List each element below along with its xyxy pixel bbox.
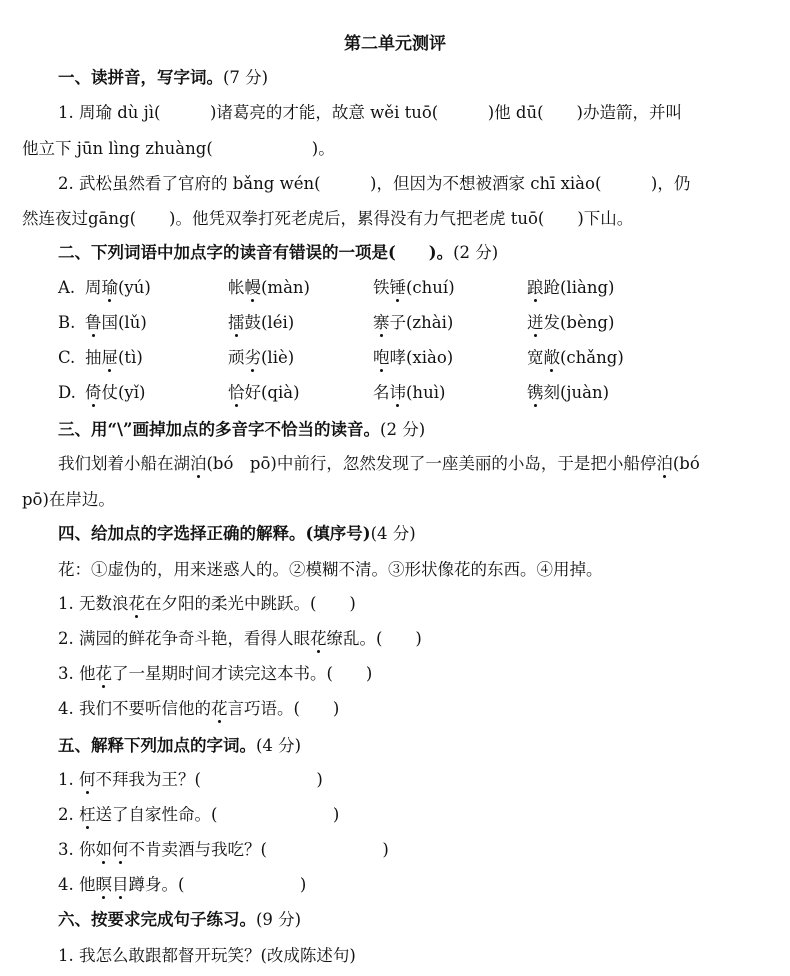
section-1-heading	[58, 68, 268, 88]
option-word	[373, 348, 453, 368]
section-1-line-3: 2. 武松虽然看了官府的 bǎng wén( )，但因为不想被酒家 chī xiào( )，仍	[58, 174, 691, 193]
section-4-heading	[58, 524, 416, 544]
section-3-score: (2 分)	[380, 420, 426, 439]
section-1-line-1: 1. 周瑜 dù jì( )诸葛亮的才能，故意 wěi tuō( )他 dū( )办造箭，并叫	[58, 103, 682, 122]
dotted-char: 花	[128, 594, 145, 613]
text-fragment: 发(bèng)	[543, 313, 615, 332]
dotted-char: 瑜	[101, 278, 118, 297]
dotted-char: 寨	[373, 313, 390, 332]
text-fragment: 我们划着小船在湖	[58, 454, 190, 473]
text-fragment: 宽	[527, 348, 544, 367]
text-fragment: 缭乱。( )	[326, 629, 422, 648]
page-title: 第二单元测评	[344, 34, 446, 54]
text-fragment: (bó	[672, 454, 700, 473]
option-letter: C.	[58, 348, 76, 367]
option-word	[85, 278, 151, 298]
text-fragment: 蹲身。( )	[128, 875, 307, 894]
option-word	[228, 313, 294, 333]
text-fragment: (màn)	[261, 278, 310, 297]
section-6-title: 六、按要求完成句子练习。	[58, 910, 256, 929]
dotted-char: 鲁	[85, 313, 102, 332]
dotted-char: 咆	[373, 348, 390, 367]
text-fragment: (liè)	[261, 348, 295, 367]
text-fragment: (bó pō)中前行，忽然发现了一座美丽的小岛，于是把小船停	[206, 454, 657, 473]
text-fragment: 跄(liàng)	[543, 278, 615, 297]
text-fragment: 哮(xiào)	[389, 348, 454, 367]
section-2-heading	[58, 243, 498, 263]
section-3-line-2: pō)在岸边。	[22, 490, 115, 509]
question-item	[58, 840, 389, 860]
section-5-heading	[58, 736, 301, 756]
section-6-line-1: 1. 我怎么敢跟都督开玩笑？(改成陈述句)	[58, 946, 356, 965]
text-fragment: 周	[85, 278, 102, 297]
text-fragment: 4. 我们不要听信他的	[58, 699, 211, 718]
section-6-heading	[58, 910, 301, 930]
text-fragment: 2.	[58, 805, 79, 824]
dotted-char: 幔	[244, 278, 261, 297]
question-item	[58, 770, 323, 790]
option-word	[373, 313, 453, 333]
option-word	[228, 278, 310, 298]
section-5-title: 五、解释下列加点的字词。	[58, 736, 256, 755]
text-fragment: 不肯卖酒与我吃？( )	[128, 840, 389, 859]
section-1-score: (7 分)	[223, 68, 269, 87]
dotted-char: 敞	[543, 348, 560, 367]
dotted-char: 镌	[527, 383, 544, 402]
text-fragment: 在夕阳的柔光中跳跃。( )	[145, 594, 356, 613]
text-fragment: (chǎng)	[560, 348, 624, 367]
text-fragment: 4. 他	[58, 875, 96, 894]
text-fragment: (huì)	[406, 383, 446, 402]
question-item	[58, 664, 372, 684]
dotted-char: 目	[112, 875, 129, 894]
dotted-char: 劣	[244, 348, 261, 367]
text-fragment: 铁	[373, 278, 390, 297]
option-letter: B.	[58, 313, 76, 332]
dotted-char: 花	[95, 664, 112, 683]
text-fragment: 送了自家性命。( )	[95, 805, 340, 824]
section-4-score: (4 分)	[370, 524, 416, 543]
option-word	[85, 383, 145, 403]
text-fragment: (tì)	[118, 348, 143, 367]
text-fragment: (yú)	[118, 278, 151, 297]
section-1-line-2: 他立下 jūn lìng zhuàng( )。	[22, 139, 335, 158]
text-fragment: 刻(juàn)	[543, 383, 610, 402]
text-fragment: (chuí)	[406, 278, 455, 297]
text-fragment: 帐	[228, 278, 245, 297]
section-3-line-1	[58, 454, 700, 474]
dotted-char: 屉	[101, 348, 118, 367]
text-fragment: 1.	[58, 770, 79, 789]
section-6-score: (9 分)	[256, 910, 302, 929]
option-word	[85, 348, 143, 368]
text-fragment: 好(qià)	[244, 383, 300, 402]
dotted-char: 泊	[190, 454, 207, 473]
dotted-char: 如	[95, 840, 112, 859]
dotted-char: 擂	[228, 313, 245, 332]
dotted-char: 瞑	[95, 875, 112, 894]
option-word	[228, 383, 300, 403]
section-3-title: 三、用“\”画掉加点的多音字不恰当的读音。	[58, 420, 381, 439]
option-word	[527, 348, 624, 368]
dotted-char: 何	[79, 770, 96, 789]
option-word	[373, 278, 455, 298]
dotted-char: 泊	[656, 454, 673, 473]
question-item	[58, 629, 422, 649]
option-letter: D.	[58, 383, 76, 402]
dotted-char: 锤	[389, 278, 406, 297]
text-fragment: 3. 你	[58, 840, 96, 859]
text-fragment: 不拜我为王？( )	[95, 770, 323, 789]
dotted-char: 恰	[228, 383, 245, 402]
dotted-char: 迸	[527, 313, 544, 332]
dotted-char: 踉	[527, 278, 544, 297]
text-fragment: 子(zhài)	[389, 313, 454, 332]
option-word	[527, 383, 609, 403]
text-fragment: 言巧语。( )	[227, 699, 340, 718]
section-1-title: 一、读拼音，写字词。	[58, 68, 223, 87]
question-item	[58, 805, 339, 825]
option-word	[527, 278, 614, 298]
section-3-heading	[58, 420, 425, 440]
text-fragment: 3. 他	[58, 664, 96, 683]
section-5-score: (4 分)	[256, 736, 302, 755]
question-item	[58, 875, 306, 895]
dotted-char: 花	[310, 629, 327, 648]
text-fragment: 1. 无数浪	[58, 594, 129, 613]
option-word	[228, 348, 294, 368]
question-item	[58, 594, 356, 614]
text-fragment: 国(lǔ)	[101, 313, 147, 332]
option-word	[85, 313, 147, 333]
dotted-char: 倚	[85, 383, 102, 402]
text-fragment: 2. 满园的鲜花争奇斗艳，看得人眼	[58, 629, 310, 648]
dotted-char: 枉	[79, 805, 96, 824]
option-letter: A.	[58, 278, 76, 297]
text-fragment: 顽	[228, 348, 245, 367]
option-word	[373, 383, 445, 403]
section-2-score: (2 分)	[453, 243, 499, 262]
text-fragment: 名	[373, 383, 390, 402]
text-fragment: 鼓(léi)	[244, 313, 295, 332]
dotted-char: 讳	[389, 383, 406, 402]
text-fragment: 抽	[85, 348, 102, 367]
dotted-char: 何	[112, 840, 129, 859]
question-item	[58, 699, 339, 719]
section-4-definition: 花：①虚伪的，用来迷惑人的。②模糊不清。③形状像花的东西。④用掉。	[58, 560, 603, 579]
option-word	[527, 313, 614, 333]
section-2-title: 二、下列词语中加点字的读音有错误的一项是( )。	[58, 243, 454, 262]
section-1-line-4: 然连夜过gāng( )。他凭双拳打死老虎后，累得没有力气把老虎 tuō( )下山。	[22, 209, 634, 228]
text-fragment: 仗(yǐ)	[101, 383, 146, 402]
dotted-char: 花	[211, 699, 228, 718]
section-4-title: 四、给加点的字选择正确的解释。(填序号)	[58, 524, 371, 543]
text-fragment: 了一星期时间才读完这本书。( )	[112, 664, 373, 683]
